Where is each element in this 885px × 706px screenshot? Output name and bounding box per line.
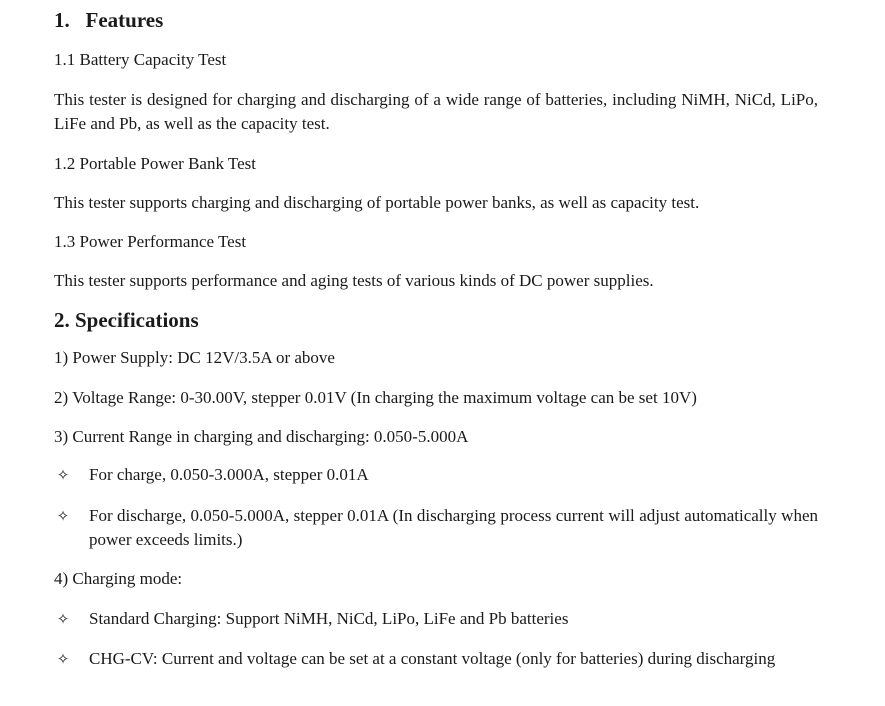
spec-current-range: 3) Current Range in charging and discharging: 0.050-5.000A bbox=[54, 427, 469, 446]
four-point-star-bullet-icon: ✧ bbox=[56, 610, 70, 628]
discharge-current-range: For discharge, 0.050-5.000A, stepper 0.01A (In discharging process current will adjust automatically when power exceeds limits.) bbox=[89, 506, 818, 549]
power-performance-test-body: This tester supports performance and aging tests of various kinds of DC power supplies. bbox=[54, 271, 654, 290]
four-point-star-bullet-icon: ✧ bbox=[56, 650, 70, 668]
charge-current-range: For charge, 0.050-3.000A, stepper 0.01A bbox=[89, 465, 369, 484]
specifications-heading: 2. Specifications bbox=[54, 308, 199, 332]
spec-voltage-range: 2) Voltage Range: 0-30.00V, stepper 0.01V (In charging the maximum voltage can be set 10V) bbox=[54, 388, 697, 407]
chg-cv-mode: CHG-CV: Current and voltage can be set at a constant voltage (only for batteries) during discharging bbox=[89, 649, 776, 668]
power-bank-test-title: 1.2 Portable Power Bank Test bbox=[54, 154, 256, 173]
power-performance-test-title: 1.3 Power Performance Test bbox=[54, 232, 247, 251]
four-point-star-bullet-icon: ✧ bbox=[56, 507, 70, 525]
four-point-star-bullet-icon: ✧ bbox=[56, 466, 70, 484]
standard-charging-mode: Standard Charging: Support NiMH, NiCd, LiPo, LiFe and Pb batteries bbox=[89, 609, 569, 628]
power-bank-test-body: This tester supports charging and discharging of portable power banks, as well as capacity test. bbox=[54, 193, 700, 212]
battery-capacity-test-body: This tester is designed for charging and discharging of a wide range of batteries, including NiMH, NiCd, LiPo, LiFe and Pb, as well as the capacity test. bbox=[54, 90, 818, 133]
spec-charging-mode: 4) Charging mode: bbox=[54, 569, 183, 588]
battery-capacity-test-title: 1.1 Battery Capacity Test bbox=[54, 50, 227, 69]
spec-power-supply: 1) Power Supply: DC 12V/3.5A or above bbox=[54, 348, 335, 367]
features-heading: 1. Features bbox=[54, 8, 164, 32]
